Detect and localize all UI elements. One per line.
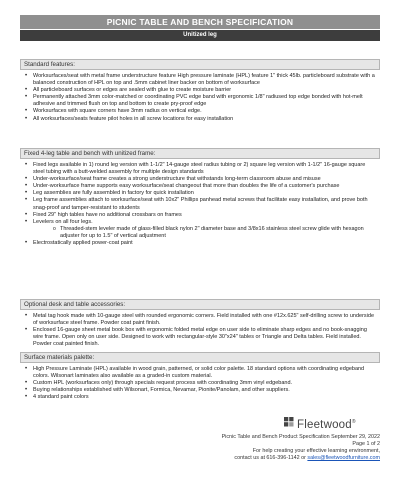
section-optional-accessories bbox=[20, 299, 380, 348]
document-title: PICNIC TABLE AND BENCH SPECIFICATION bbox=[20, 15, 380, 29]
section-standard-features bbox=[20, 59, 380, 123]
list-item: • Worksurfaces/seat with metal frame understructure feature High pressure laminate (HPL) feature 1" thick 45lb. particleboard substrate with a balanced construction of HPL on top and .5mm cabinet liner backer on bottom of worksurface bbox=[20, 73, 380, 87]
logo-wordmark-text: Fleetwood bbox=[297, 418, 352, 431]
list-item: • Under-worksurface frame supports easy worksurface/seat changeout that more than doubles the life of a customer's purchase bbox=[20, 183, 380, 190]
feature-list bbox=[20, 313, 380, 348]
list-item: • Permanently attached 3mm color-matched or coordinating PVC edge band with ergonomic 1/8" radiused top edge bonded with hot-melt adhesive and trimmed flush on top and bottom to create pry-proof edge bbox=[20, 94, 380, 108]
list-item: • Enclosed 16-gauge sheet metal book box with ergonomic folded metal edge on user side to eliminate sharp edges and no book-snagging wire frame. Open only on user side. Designed to work with rectangular-style 30"x24" tables or Triangle and Delta tables. Field installed. Powder coat painted finish. bbox=[20, 327, 380, 348]
document-subtitle: Unitized leg bbox=[20, 30, 380, 41]
section-heading: Surface materials palette: bbox=[20, 352, 380, 363]
section-fixed-4-leg bbox=[20, 148, 380, 247]
section-surface-materials bbox=[20, 352, 380, 401]
list-item: • Custom HPL (worksurfaces only) through specials request process with coordinating 3mm vinyl edgeband. bbox=[20, 380, 380, 387]
sub-list-item: o Threaded-stem leveler made of glass-filled black nylon 2" diameter base and 3/8x16 stainless steel screw glide with hexagon adjuster for up to 1.5" of vertical adjustment bbox=[20, 226, 380, 240]
list-item: • Metal tag hook made with 10-gauge steel with rounded ergonomic corners. Field installed with one #12x.625" self-drilling screw to underside of worksurface steel frame. Powder coat paint finish. bbox=[20, 313, 380, 327]
fleetwood-logo bbox=[284, 415, 380, 429]
list-item: • Under-worksurface/seat frame creates a strong understructure that withstands long-term classroom abuse and misuse bbox=[20, 176, 380, 183]
feature-list-continued bbox=[20, 240, 380, 247]
feature-list bbox=[20, 162, 380, 226]
fleetwood-logo-icon bbox=[284, 417, 294, 427]
list-item: • Levelers on all four legs. bbox=[20, 219, 380, 226]
footer-doc-line: Picnic Table and Bench Product Specification September 29, 2022 bbox=[221, 434, 380, 440]
email-link[interactable]: sales@fleetwoodfurniture.com bbox=[307, 455, 380, 461]
section-heading: Optional desk and table accessories: bbox=[20, 299, 380, 310]
footer-help: For help creating your effective learning environment, bbox=[252, 448, 380, 454]
list-item: • Leg assemblies are fully assembled in factory for quick installation bbox=[20, 190, 380, 197]
list-item: • Fixed 29" high tables have no additional crossbars on frames bbox=[20, 212, 380, 219]
footer-page-number: Page 1 of 2 bbox=[352, 441, 380, 447]
list-item: • 4 standard paint colors bbox=[20, 394, 380, 401]
list-item: • Fixed legs available in 1) round leg version with 1-1/2" 14-gauge steel radius tubing or 2) square leg version with 1-1/2" 16-gauge square steel tubing with a butt-welded assembly for multiple design standards bbox=[20, 162, 380, 176]
list-item: • All worksurfaces/seats feature pilot holes in all screw locations for easy installation bbox=[20, 116, 380, 123]
logo-trademark: ® bbox=[351, 419, 356, 425]
section-heading: Fixed 4-leg table and bench with unitized frame: bbox=[20, 148, 380, 159]
footer-contact bbox=[120, 455, 380, 462]
feature-list bbox=[20, 73, 380, 123]
list-item: • Worksurfaces with square corners have 3mm radius on vertical edge. bbox=[20, 108, 380, 115]
list-item: • Leg frame assemblies attach to worksurface/seat with 10x2" Phillips panhead metal screws that facilitate easy installation, and prove both snag-proof and tamper-resistant to students bbox=[20, 197, 380, 211]
footer-contact-prefix: contact us at 616-396-1142 or bbox=[234, 455, 308, 461]
feature-list bbox=[20, 366, 380, 401]
logo-wordmark bbox=[297, 415, 356, 432]
list-item: • High Pressure Laminate (HPL) available in wood grain, patterned, or solid color palette. 18 standard options with coordinating edgeband colors. Wilsonart laminates also available as a graded-in custom material. bbox=[20, 366, 380, 380]
list-item: • Electrostatically applied power-coat paint bbox=[20, 240, 380, 247]
list-item: • All particleboard surfaces or edges are sealed with glue to create moisture barrier bbox=[20, 87, 380, 94]
sub-list bbox=[20, 226, 380, 240]
list-item: • Buying relationships established with Wilsonart, Formica, Nevamar, Pionite/Panolam, and other suppliers. bbox=[20, 387, 380, 394]
section-heading: Standard features: bbox=[20, 59, 380, 70]
